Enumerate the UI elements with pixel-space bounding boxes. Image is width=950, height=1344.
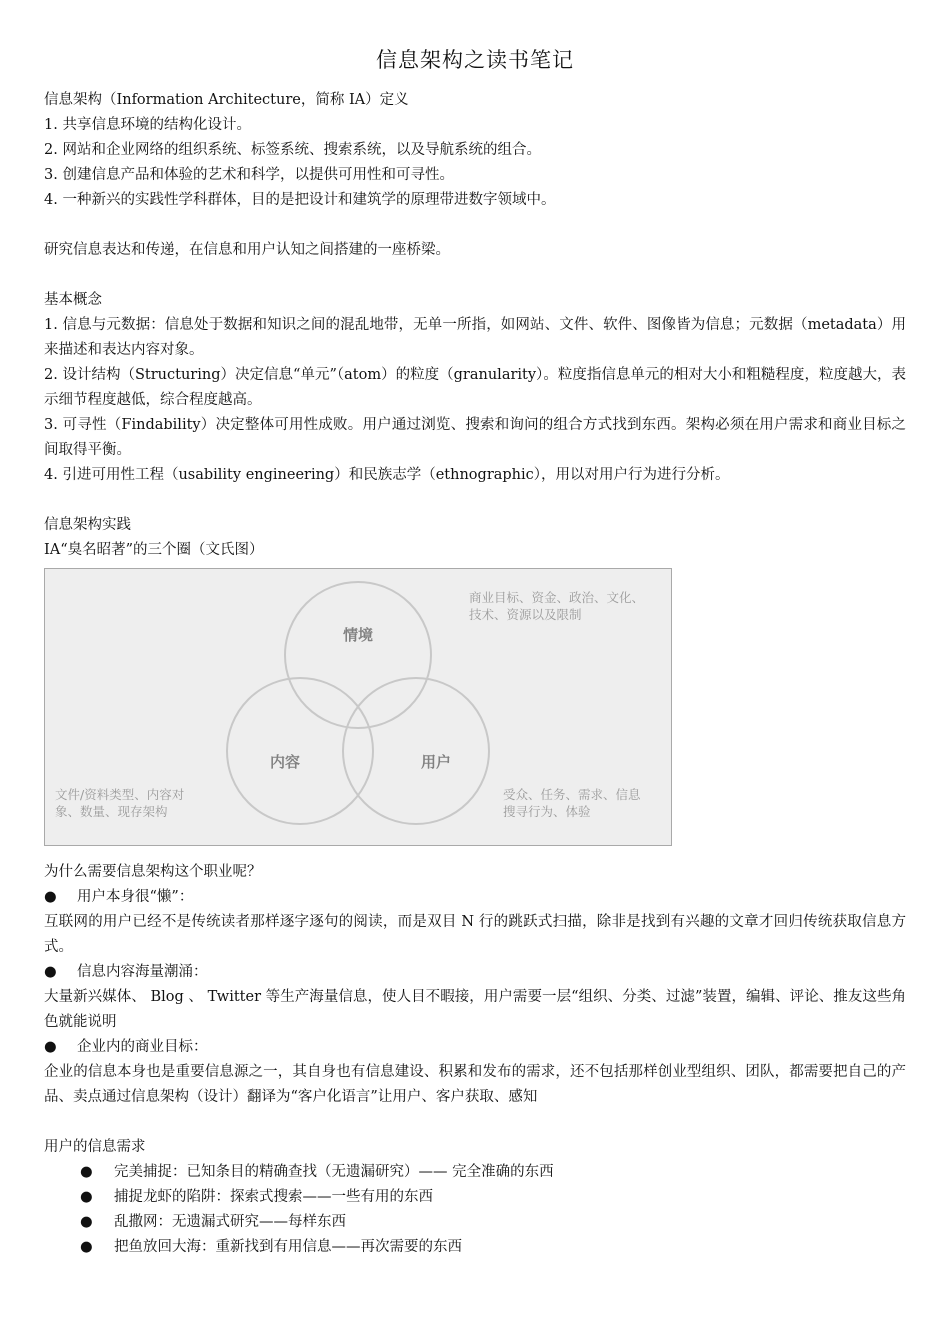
needs-item [80, 1160, 906, 1185]
definition-item: 4. 一种新兴的实践性学科群体，目的是把设计和建筑学的原理带进数字领域中。 [44, 192, 556, 208]
concept-item: 4. 引进可用性工程（usability engineering）和民族志学（ethnographic），用以对用户行为进行分析。 [44, 467, 730, 483]
concept-item: 3. 可寻性（Findability）决定整体可用性成败。用户通过浏览、搜索和询问的组合方式找到东西。架构必须在用户需求和商业目标之间取得平衡。 [44, 417, 906, 458]
document-body [44, 88, 906, 1260]
users-note: 搜寻行为、体验 [503, 804, 591, 819]
spacer [44, 488, 906, 513]
why-text: 企业的信息本身也是重要信息源之一，其自身也有信息建设、积累和发布的需求，还不包括那样创业型组织、团队，都需要把自己的产品、卖点通过信息架构（设计）翻译为“客户化语言”让用户、客户获取、感知 [44, 1064, 906, 1105]
why-text: 大量新兴媒体、 Blog 、 Twitter 等生产海量信息，使人目不暇接，用户需要一层“组织、分类、过滤”装置，编辑、评论、推友这些角色就能说明 [44, 989, 906, 1030]
concept-item: 1. 信息与元数据：信息处于数据和知识之间的混乱地带，无单一所指，如网站、文件、软件、图像皆为信息；元数据（metadata）用来描述和表达内容对象。 [44, 317, 906, 358]
users-label: 用户 [420, 753, 452, 771]
why-heading: 为什么需要信息架构这个职业呢？ [44, 864, 262, 880]
page-title: 信息架构之读书笔记 [376, 48, 574, 72]
context-note: 商业目标、资金、政治、文化、 [469, 590, 645, 605]
research-statement: 研究信息表达和传递，在信息和用户认知之间搭建的一座桥梁。 [44, 242, 450, 258]
bullet-icon: ● [44, 964, 57, 980]
definition-item: 2. 网站和企业网络的组织系统、标签系统、搜索系统，以及导航系统的组合。 [44, 142, 541, 158]
context-note: 技术、资源以及限制 [469, 607, 582, 622]
bullet-icon: ● [44, 1039, 57, 1055]
needs-item-text: 把鱼放回大海：重新找到有用信息——再次需要的东西 [114, 1239, 462, 1255]
why-bullet-label: 信息内容海量潮涌： [77, 964, 208, 980]
needs-list [44, 1160, 906, 1260]
content-note: 文件/资料类型、内容对 [55, 787, 185, 802]
concepts-heading: 基本概念 [44, 292, 102, 308]
content-note: 象、数量、现存架构 [55, 804, 168, 819]
definition-item: 1. 共享信息环境的结构化设计。 [44, 117, 251, 133]
needs-item [80, 1235, 906, 1260]
needs-item-text: 捕捉龙虾的陷阱：探索式搜索——一些有用的东西 [114, 1189, 433, 1205]
users-note: 受众、任务、需求、信息 [503, 787, 641, 802]
needs-heading: 用户的信息需求 [44, 1139, 146, 1155]
venn-caption: IA“臭名昭著”的三个圈（文氏图） [44, 542, 264, 558]
content-label: 内容 [269, 753, 301, 771]
needs-item [80, 1185, 906, 1210]
definition-item: 3. 创建信息产品和体验的艺术和科学，以提供可用性和可寻性。 [44, 167, 454, 183]
bullet-icon: ● [44, 889, 57, 905]
why-bullet-label: 用户本身很“懒”： [77, 889, 194, 905]
needs-item-text: 完美捕捉：已知条目的精确查找（无遗漏研究）—— 完全准确的东西 [114, 1164, 554, 1180]
concept-item: 2. 设计结构（Structuring）决定信息“单元”（atom）的粒度（granularity）。粒度指信息单元的相对大小和粗糙程度，粒度越大，表示细节程度越低，综合程度越高。 [44, 367, 906, 408]
bullet-icon: ● [80, 1239, 93, 1255]
why-bullet [44, 1035, 906, 1060]
context-label: 情境 [342, 626, 374, 644]
practice-heading: 信息架构实践 [44, 517, 131, 533]
bullet-icon: ● [80, 1189, 93, 1205]
needs-item [80, 1210, 906, 1235]
why-bullet [44, 960, 906, 985]
spacer [44, 1110, 906, 1135]
bullet-icon: ● [80, 1214, 93, 1230]
needs-item-text: 乱撒网：无遗漏式研究——每样东西 [114, 1214, 346, 1230]
spacer [44, 213, 906, 238]
why-bullet [44, 885, 906, 910]
venn-diagram [44, 568, 672, 846]
why-bullet-label: 企业内的商业目标： [77, 1039, 208, 1055]
why-text: 互联网的用户已经不是传统读者那样逐字逐句的阅读，而是双目 N 行的跳跃式扫描，除非是找到有兴趣的文章才回归传统获取信息方式。 [44, 914, 906, 955]
bullet-icon: ● [80, 1164, 93, 1180]
definition-heading: 信息架构（Information Architecture，简称 IA）定义 [44, 92, 409, 108]
spacer [44, 263, 906, 288]
venn-svg [45, 569, 673, 847]
